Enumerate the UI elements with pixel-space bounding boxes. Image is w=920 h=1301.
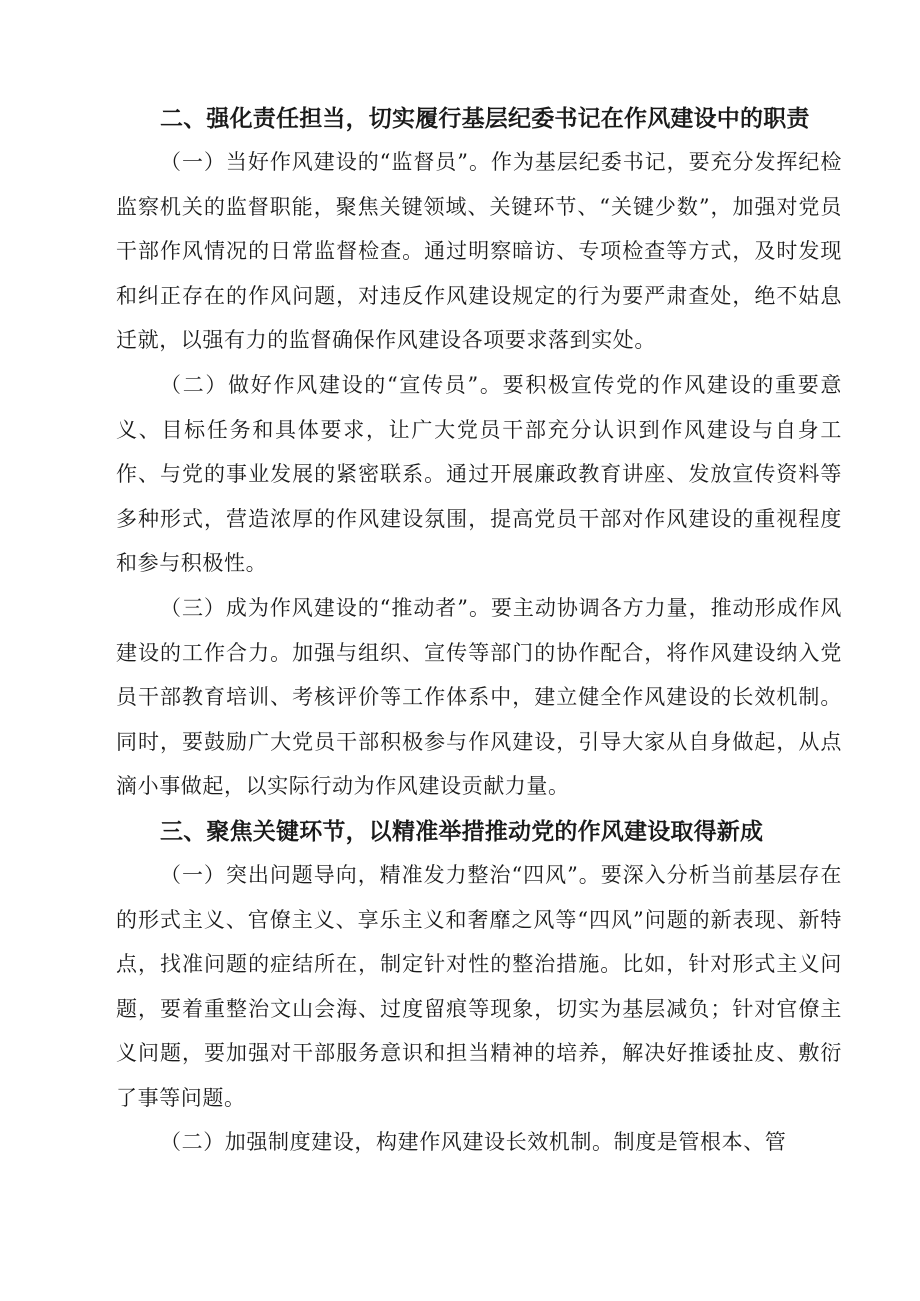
paragraph-supervisor: （一）当好作风建设的“监督员”。作为基层纪委书记，要充分发挥纪检监察机关的监督职能，聚焦关键领域、关键环节、“关键少数”，加强对党员干部作风情况的日常监督检查。通过明察暗访、专项检查等方式，及时发现和纠正存在的作风问题，对违反作风建设规定的行为要严肃查处，绝不姑息迁就，以强有力的监督确保作风建设各项要求落到实处。	[116, 150, 842, 353]
paragraph-four-winds: （一）突出问题导向，精准发力整治“四风”。要深入分析当前基层存在的形式主义、官僚主义、享乐主义和奢靡之风等“四风”问题的新表现、新特点，找准问题的症结所在，制定针对性的整治措施。比如，针对形式主义问题，要着重整治文山会海、过度留痕等现象，切实为基层减负；针对官僚主义问题，要加强对干部服务意识和担当精神的培养，解决好推诿扯皮、敷衍了事等问题。	[116, 862, 842, 1110]
paragraph-institution-building: （二）加强制度建设，构建作风建设长效机制。制度是管根本、管	[160, 1130, 787, 1155]
paragraph-propagandist: （二）做好作风建设的“宣传员”。要积极宣传党的作风建设的重要意义、目标任务和具体要求，让广大党员干部充分认识到作风建设与自身工作、与党的事业发展的紧密联系。通过开展廉政教育讲座、发放宣传资料等多种形式，营造浓厚的作风建设氛围，提高党员干部对作风建设的重视程度和参与积极性。	[116, 372, 842, 576]
document-body	[116, 98, 842, 1165]
section-two-heading: 二、强化责任担当，切实履行基层纪委书记在作风建设中的职责	[160, 106, 810, 132]
paragraph-promoter: （三）成为作风建设的“推动者”。要主动协调各方力量，推动形成作风建设的工作合力。加强与组织、宣传等部门的协作配合，将作风建设纳入党员干部教育培训、考核评价等工作体系中，建立健全作风建设的长效机制。同时，要鼓励广大党员干部积极参与作风建设，引导大家从自身做起，从点滴小事做起，以实际行动为作风建设贡献力量。	[116, 595, 842, 799]
section-three-heading: 三、聚焦关键环节，以精准举措推动党的作风建设取得新成	[160, 818, 764, 845]
